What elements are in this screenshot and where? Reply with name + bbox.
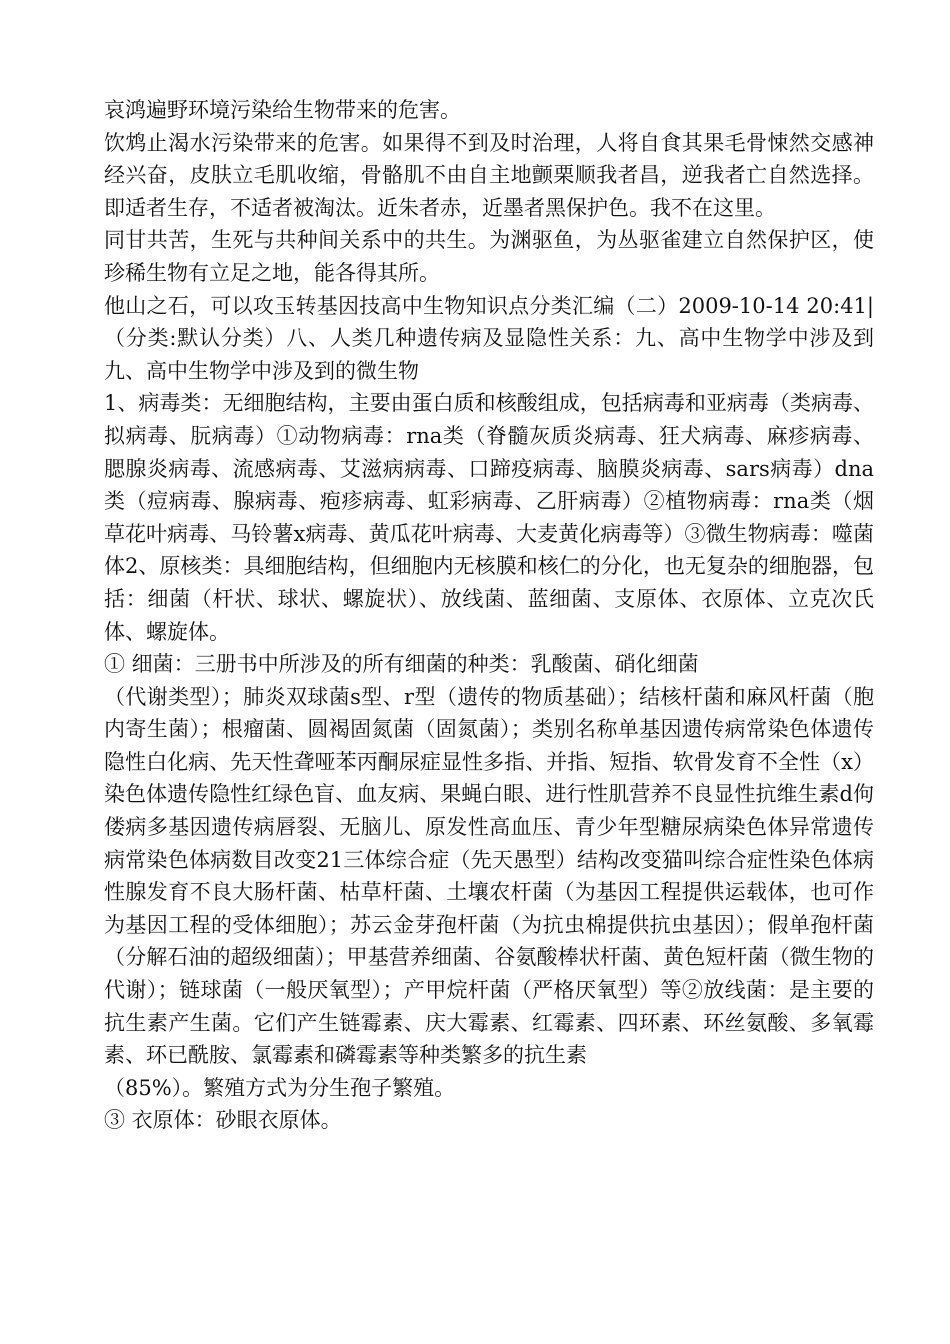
paragraph-chlamydia: ③ 衣原体：砂眼衣原体。 xyxy=(104,1108,342,1133)
paragraph-virus-types: 1、病毒类：无细胞结构，主要由蛋白质和核酸组成，包括病毒和亚病毒（类病毒、拟病毒、朊病毒）①动物病毒：rna类（脊髓灰质炎病毒、狂犬病毒、麻疹病毒、腮腺炎病毒、流感病毒、艾滋病病毒、口蹄疫病毒、脑膜炎病毒、sars病毒）dna类（痘病毒、腺病毒、疱疹病毒、虹彩病毒、乙肝病毒）②植物病毒：rna类（烟草花叶病毒、马铃薯x病毒、黄瓜花叶病毒、大麦黄化病毒等）③微生物病毒：噬菌体2、原核类：具细胞结构，但细胞内无核膜和核仁的分化，也无复杂的细胞器，包括：细菌（杆状、球状、螺旋状）、放线菌、蓝细菌、支原体、衣原体、立克次氏体、螺旋体。 xyxy=(104,391,874,644)
paragraph-environment-idiom: 哀鸿遍野环境污染给生物带来的危害。 xyxy=(104,98,461,122)
paragraph-reproduction: （85%）。繁殖方式为分生孢子繁殖。 xyxy=(104,1075,456,1100)
document-page xyxy=(104,94,874,1137)
paragraph-symbiosis-idiom: 同甘共苦，生死与共种间关系中的共生。为渊驱鱼，为丛驱雀建立自然保护区，使珍稀生物有立足之地，能各得其所。 xyxy=(104,228,874,285)
paragraph-bacteria-details: （代谢类型）；肺炎双球菌s型、r型（遗传的物质基础）；结核杆菌和麻风杆菌（胞内寄生菌）；根瘤菌、圆褐固氮菌（固氮菌）；类别名称单基因遗传病常染色体遗传隐性白化病、先天性聋哑苯丙酮尿症显性多指、并指、短指、软骨发育不全性（x）染色体遗传隐性红绿色盲、血友病、果蝇白眼、进行性肌营养不良显性抗维生素d佝偻病多基因遗传病唇裂、无脑儿、原发性高血压、青少年型糖尿病染色体异常遗传病常染色体病数目改变21三体综合症（先天愚型）结构改变猫叫综合症性染色体病性腺发育不良大肠杆菌、枯草杆菌、土壤农杆菌（为基因工程提供运载体，也可作为基因工程的受体细胞）；苏云金芽孢杆菌（为抗虫棉提供抗虫基因）；假单孢杆菌（分解石油的超级细菌）；甲基营养细菌、谷氨酸棒状杆菌、黄色短杆菌（微生物的代谢）；链球菌（一般厌氧型）；产甲烷杆菌（严格厌氧型）等②放线菌：是主要的抗生素产生菌。它们产生链霉素、庆大霉素、红霉素、四环素、环丝氨酸、多氧霉素、环已酰胺、氯霉素和磷霉素等种类繁多的抗生素 xyxy=(104,684,874,1068)
paragraph-bacteria-intro: ① 细菌：三册书中所涉及的所有细菌的种类：乳酸菌、硝化细菌 xyxy=(104,652,699,677)
paragraph-blog-header: 他山之石，可以攻玉转基因技高中生物知识点分类汇编（二）2009-10-14 20:41|（分类:默认分类）八、人类几种遗传病及显隐性关系：九、高中生物学中涉及到九、高中生物学中涉及到的微生物 xyxy=(104,293,874,383)
paragraph-water-pollution-idiom: 饮鸩止渴水污染带来的危害。如果得不到及时治理，人将自食其果毛骨悚然交感神经兴奋，皮肤立毛肌收缩，骨骼肌不由自主地颤栗顺我者昌，逆我者亡自然选择。即适者生存，不适者被淘汰。近朱者赤，近墨者黑保护色。我不在这里。 xyxy=(104,130,874,220)
